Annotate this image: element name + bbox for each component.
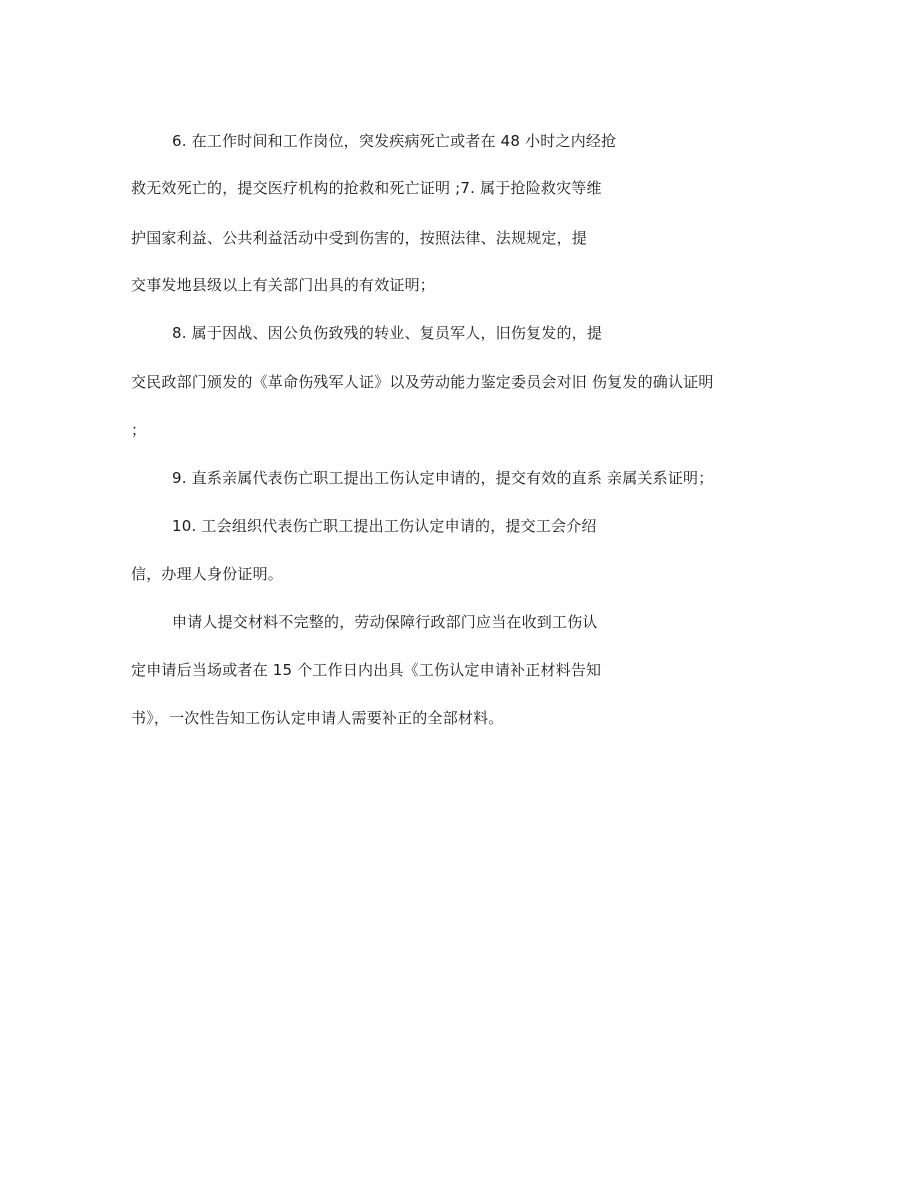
paragraph-8-line-1: 8. 属于因战、因公负伤致残的转业、复员军人，旧伤复发的，提 xyxy=(172,324,603,342)
paragraph-6-line-1: 6. 在工作时间和工作岗位，突发疾病死亡或者在 48 小时之内经抢 xyxy=(172,132,617,150)
paragraph-9-line-1: 9. 直系亲属代表伤亡职工提出工伤认定申请的，提交有效的直系 亲属关系证明； xyxy=(172,469,714,487)
paragraph-8-line-2: 交民政部门颁发的《革命伤残军人证》以及劳动能力鉴定委员会对旧 伤复发的确认证明 xyxy=(131,373,714,391)
paragraph-10-line-1: 10. 工会组织代表伤亡职工提出工伤认定申请的，提交工会介绍 xyxy=(172,517,597,535)
paragraph-10-line-2: 信，办理人身份证明。 xyxy=(131,565,284,583)
closing-paragraph-line-3: 书》，一次性告知工伤认定申请人需要补正的全部材料。 xyxy=(131,709,504,727)
paragraph-6-line-2: 救无效死亡的，提交医疗机构的抢救和死亡证明 ;7. 属于抢险救灾等维 xyxy=(131,179,602,197)
closing-paragraph-line-2: 定申请后当场或者在 15 个工作日内出具《工伤认定申请补正材料告知 xyxy=(131,661,602,679)
paragraph-8-line-3: ； xyxy=(131,421,147,439)
paragraph-7-line-2: 交事发地县级以上有关部门出具的有效证明； xyxy=(131,276,436,294)
paragraph-7-line-1: 护国家利益、公共利益活动中受到伤害的，按照法律、法规规定，提 xyxy=(131,229,588,247)
closing-paragraph-line-1: 申请人提交材料不完整的，劳动保障行政部门应当在收到工伤认 xyxy=(172,613,598,631)
